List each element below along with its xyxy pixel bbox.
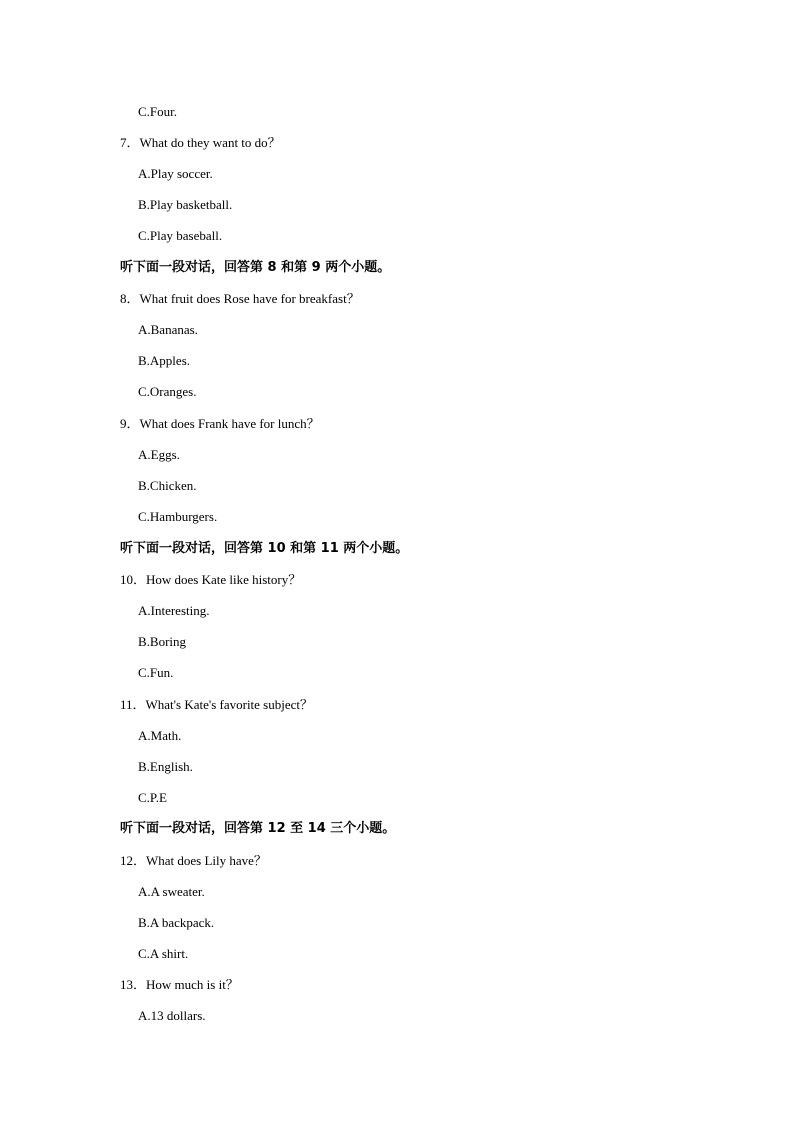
option-8c: C.Oranges.: [138, 384, 197, 399]
option-8a: A.Bananas.: [138, 322, 198, 337]
option-12a: A.A sweater.: [138, 884, 205, 899]
option-13a: A.13 dollars.: [138, 1008, 206, 1023]
question-7: 7．What do they want to do？: [120, 135, 281, 150]
option-12c: C.A shirt.: [138, 946, 189, 961]
question-13: 13．How much is it？: [120, 977, 239, 992]
option-8b: B.Apples.: [138, 353, 190, 368]
question-11: 11．What's Kate's favorite subject？: [120, 697, 314, 712]
question-10: 10．How does Kate like history？: [120, 572, 302, 587]
section-heading-10-11: 听下面一段对话，回答第 10 和第 11 两个小题。: [120, 541, 409, 556]
option-9b: B.Chicken.: [138, 478, 197, 493]
question-8: 8．What fruit does Rose have for breakfast？: [120, 291, 360, 306]
option-10b: B.Boring: [138, 634, 187, 649]
option-7b: B.Play basketball.: [138, 197, 233, 212]
section-heading-8-9: 听下面一段对话，回答第 8 和第 9 两个小题。: [120, 260, 391, 275]
option-11c: C.P.E: [138, 790, 167, 805]
option-11b: B.English.: [138, 759, 193, 774]
option-10c: C.Fun.: [138, 665, 174, 680]
option-11a: A.Math.: [138, 728, 182, 743]
option-7c: C.Play baseball.: [138, 228, 223, 243]
option-12b: B.A backpack.: [138, 915, 215, 930]
option-text: C.Four.: [138, 104, 178, 119]
option-10a: A.Interesting.: [138, 603, 210, 618]
option-9c: C.Hamburgers.: [138, 509, 218, 524]
section-heading-12-14: 听下面一段对话，回答第 12 至 14 三个小题。: [120, 821, 396, 836]
option-7a: A.Play soccer.: [138, 166, 213, 181]
option-9a: A.Eggs.: [138, 447, 180, 462]
question-12: 12．What does Lily have？: [120, 853, 267, 868]
question-9: 9．What does Frank have for lunch？: [120, 416, 320, 431]
